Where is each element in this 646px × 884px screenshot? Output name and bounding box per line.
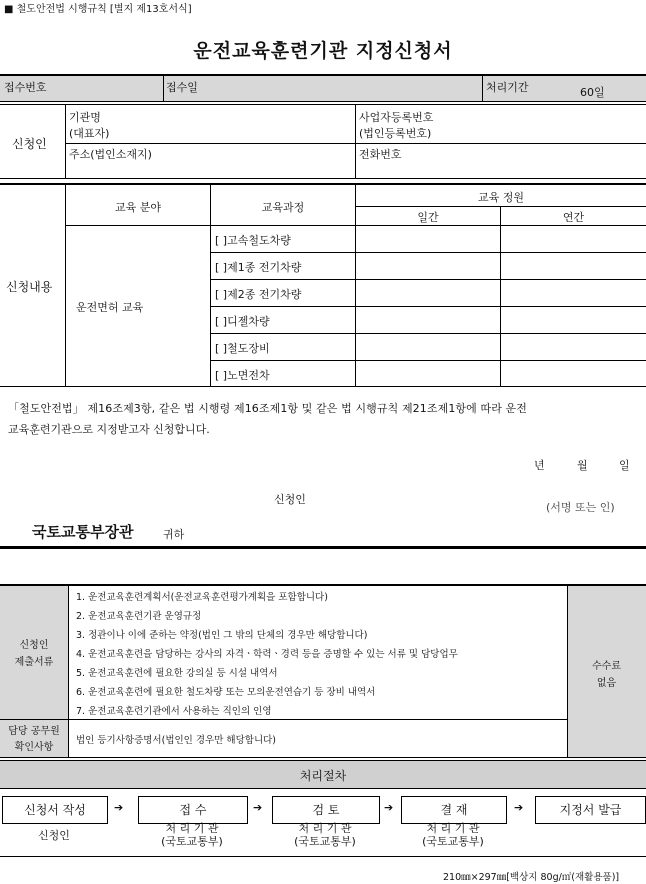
fee-label: 수수료: [592, 661, 621, 672]
receipt-date-label: 접수일: [166, 81, 198, 94]
form-header-note: ■ 철도안전법 시행규칙 [별지 제13호서식]: [4, 4, 192, 15]
representative-label: (대표자): [69, 127, 110, 140]
page-title: 운전교육훈련기관 지정신청서: [193, 40, 453, 62]
org-name-label: 기관명: [69, 111, 101, 124]
step-approval-actor-org: (국토교통부): [422, 835, 484, 848]
recipient: 국토교통부장관: [32, 523, 134, 541]
step-approval-actor: 처 리 기 관: [426, 822, 480, 835]
step-review-actor: 처 리 기 관: [298, 822, 352, 835]
date-day: 일: [619, 459, 630, 472]
document-item-5: 5. 운전교육훈련에 필요한 강의실 등 시설 내역서: [76, 668, 278, 679]
col-course: 교육과정: [261, 201, 305, 214]
step-receipt-actor-org: (국토교통부): [161, 835, 223, 848]
col-quota: 교육 정원: [477, 191, 524, 204]
officer-check-label-2: 확인사항: [14, 742, 54, 753]
document-item-1: 1. 운전교육훈련계획서(운전교육훈련평가계획을 포함합니다): [76, 592, 328, 603]
col-yearly: 연간: [562, 211, 585, 224]
document-item-4: 4. 운전교육훈련을 담당하는 강사의 자격ㆍ학력ㆍ경력 등을 증명할 수 있는 서류 및 담당업무: [76, 649, 458, 660]
recipient-suffix: 귀하: [163, 528, 185, 541]
officer-check-label-1: 담당 공무원: [8, 726, 60, 737]
phone-label: 전화번호: [359, 148, 402, 161]
document-item-6: 6. 운전교육훈련에 필요한 철도차량 또는 모의운전연습기 등 장비 내역서: [76, 687, 376, 698]
step-receipt: 접 수: [138, 796, 248, 824]
arrow-icon: ➔: [114, 801, 124, 814]
step-application: 신청서 작성: [2, 796, 108, 824]
procedure-title: 처리절차: [299, 769, 347, 783]
documents-label-1: 신청인: [19, 640, 49, 651]
biz-reg-label: 사업자등록번호: [359, 111, 434, 124]
step-review: 검 토: [272, 796, 380, 824]
applicant-section-label: 신청인: [12, 137, 47, 151]
arrow-icon: ➔: [253, 801, 263, 814]
step-receipt-actor: 처 리 기 관: [165, 822, 219, 835]
statement-line-2: 교육훈련기관으로 지정받고자 신청합니다.: [8, 423, 210, 436]
signature-note: (서명 또는 인): [546, 501, 615, 514]
step-issuance: 지정서 발급: [535, 796, 646, 824]
col-education-field: 교육 분야: [114, 201, 161, 214]
course-checkbox-2[interactable]: [ ]제1종 전기차량: [215, 261, 302, 274]
step-review-actor-org: (국토교통부): [294, 835, 356, 848]
processing-period-label: 처리기간: [486, 81, 529, 94]
paper-spec-footer: 210㎜×297㎜[백상지 80g/㎡(재활용품)]: [443, 872, 620, 883]
arrow-icon: ➔: [514, 801, 524, 814]
course-checkbox-6[interactable]: [ ]노면전차: [215, 369, 270, 382]
arrow-icon: ➔: [384, 801, 394, 814]
fee-value: 없음: [596, 678, 617, 689]
course-checkbox-1[interactable]: [ ]고속철도차량: [215, 234, 291, 247]
content-section-label: 신청내용: [6, 280, 53, 294]
education-field-value: 운전면허 교육: [76, 301, 144, 314]
address-label: 주소(법인소재지): [69, 148, 152, 161]
corp-reg-label: (법인등록번호): [359, 127, 432, 140]
step-application-actor: 신청인: [38, 829, 70, 842]
document-item-2: 2. 운전교육훈련기관 운영규정: [76, 611, 202, 622]
processing-period-value: 60일: [580, 86, 605, 99]
course-checkbox-4[interactable]: [ ]디젤차량: [215, 315, 270, 328]
signer-label: 신청인: [274, 493, 306, 506]
date-year: 년: [534, 459, 545, 472]
document-item-7: 7. 운전교육훈련기관에서 사용하는 직인의 인영: [76, 706, 272, 717]
documents-label-2: 제출서류: [14, 657, 54, 668]
document-item-3: 3. 정관이나 이에 준하는 약정(법인 그 밖의 단체의 경우만 해당합니다): [76, 630, 368, 641]
officer-check-item: 법인 등기사항증명서(법인인 경우만 해당합니다): [76, 735, 277, 746]
date-month: 월: [577, 459, 588, 472]
course-checkbox-5[interactable]: [ ]철도장비: [215, 342, 270, 355]
statement-line-1: 「철도안전법」 제16조제3항, 같은 법 시행령 제16조제1항 및 같은 법 시행규칙 제21조제1항에 따라 운전: [8, 402, 527, 415]
col-daily: 일간: [417, 211, 439, 224]
course-checkbox-3[interactable]: [ ]제2종 전기차량: [215, 288, 302, 301]
receipt-number-label: 접수번호: [4, 81, 47, 94]
step-approval: 결 재: [401, 796, 507, 824]
